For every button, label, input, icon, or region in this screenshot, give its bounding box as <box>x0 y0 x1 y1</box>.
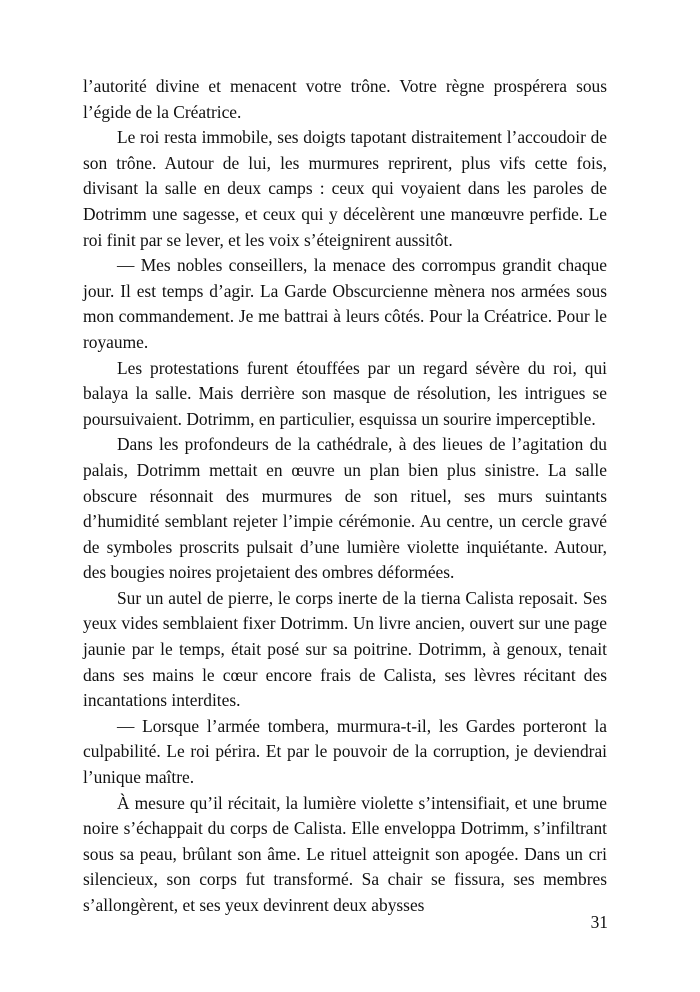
paragraph-8: À mesure qu’il récitait, la lumière violette s’intensifiait, et une brume noire s’échappait du corps de Calista. Elle enveloppa Dotrimm, s’infiltrant sous sa peau, brûlant son âme. Le rituel atteignit son apogée. Dans un cri silencieux, son corps fut transformé. Sa chair se fissura, ses membres s’allongèrent, et ses yeux devinrent deux abysses <box>83 792 607 915</box>
paragraph-2: Le roi resta immobile, ses doigts tapotant distraitement l’accoudoir de son trône. Autour de lui, les murmures reprirent, plus vifs cette fois, divisant la salle en deux camps : ceux qui voyaient dans les paroles de Dotrimm une sagesse, et ceux qui y décelèrent une manœuvre perfide. Le roi finit par se lever, et les voix s’éteignirent aussitôt. <box>83 127 607 250</box>
page-body <box>83 74 607 919</box>
paragraph-5: Dans les profondeurs de la cathédrale, à des lieues de l’agitation du palais, Dotrimm mettait en œuvre un plan bien plus sinistre. La salle obscure résonnait des murmures de son rituel, ses murs suintants d’humidité semblant rejeter l’impie cérémonie. Au centre, un cercle gravé de symboles proscrits pulsait d’une lumière violette inquiétante. Autour, des bougies noires projetaient des ombres déformées. <box>83 434 607 583</box>
paragraph-7: — Lorsque l’armée tombera, murmura-t-il, les Gardes porteront la culpabilité. Le roi périra. Et par le pouvoir de la corruption, je deviendrai l’unique maître. <box>83 715 607 788</box>
paragraph-3: — Mes nobles conseillers, la menace des corrompus grandit chaque jour. Il est temps d’agir. La Garde Obscurcienne mènera nos armées sous mon commandement. Je me battrai à leurs côtés. Pour la Créatrice. Pour le royaume. <box>83 255 607 352</box>
paragraph-4: Les protestations furent étouffées par un regard sévère du roi, qui balaya la salle. Mais derrière son masque de résolution, les intrigues se poursuivaient. Dotrimm, en particulier, esquissa un sourire imperceptible. <box>83 357 607 429</box>
page-number: 31 <box>590 912 608 932</box>
paragraph-1: l’autorité divine et menacent votre trône. Votre règne prospérera sous l’égide de la Créatrice. <box>83 76 607 122</box>
paragraph-6: Sur un autel de pierre, le corps inerte de la tierna Calista reposait. Ses yeux vides semblaient fixer Dotrimm. Un livre ancien, ouvert sur une page jaunie par le temps, était posé sur sa poitrine. Dotrimm, à genoux, tenait dans ses mains le cœur encore frais de Calista, ses lèvres récitant des incantations interdites. <box>83 587 607 711</box>
